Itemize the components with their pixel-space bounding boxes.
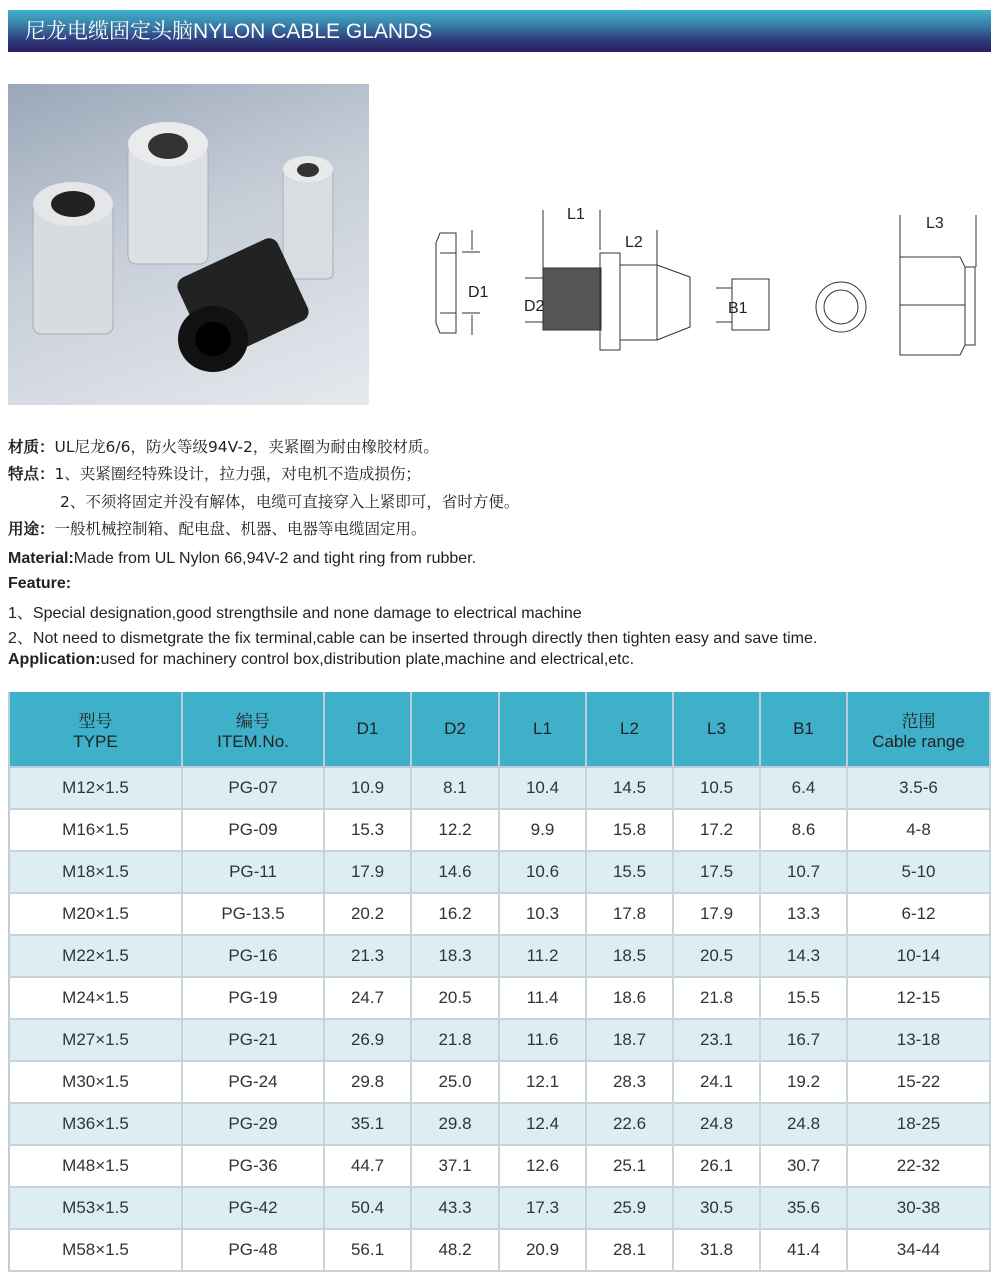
table-cell: 12.6: [499, 1145, 586, 1187]
table-cell: PG-21: [182, 1019, 324, 1061]
header-text: Cable range: [872, 731, 965, 751]
table-cell: 18-25: [847, 1103, 990, 1145]
table-cell: 25.0: [411, 1061, 499, 1103]
header-text: 型号: [78, 711, 113, 731]
table-cell: 3.5-6: [847, 767, 990, 809]
table-cell: 10.3: [499, 893, 586, 935]
cable-glands-image: [8, 84, 369, 405]
table-cell: 50.4: [324, 1187, 411, 1229]
header-text: 范围: [901, 711, 936, 731]
table-cell: 26.9: [324, 1019, 411, 1061]
table-cell: PG-11: [182, 851, 324, 893]
table-cell: M48×1.5: [9, 1145, 182, 1187]
table-cell: 14.3: [760, 935, 847, 977]
table-cell: 20.9: [499, 1229, 586, 1271]
table-cell: 21.3: [324, 935, 411, 977]
table-cell: M24×1.5: [9, 977, 182, 1019]
table-cell: PG-29: [182, 1103, 324, 1145]
header-text: TYPE: [73, 731, 118, 751]
header-text: D1: [356, 719, 379, 738]
cn-application: 用途：一般机械控制箱、配电盘、机器、电器等电缆固定用。: [8, 520, 427, 538]
table-cell: 20.5: [673, 935, 760, 977]
table-cell: 22.6: [586, 1103, 673, 1145]
table-cell: 18.5: [586, 935, 673, 977]
table-cell: M30×1.5: [9, 1061, 182, 1103]
column-header: [586, 692, 673, 767]
table-cell: 18.6: [586, 977, 673, 1019]
table-row: [9, 1145, 990, 1187]
cn-feature-2: 2、不须将固定并没有解体，电缆可直接穿入上紧即可，省时方便。: [60, 493, 520, 511]
table-cell: PG-48: [182, 1229, 324, 1271]
table-cell: M53×1.5: [9, 1187, 182, 1229]
table-cell: 10.7: [760, 851, 847, 893]
table-cell: 24.7: [324, 977, 411, 1019]
table-cell: 14.5: [586, 767, 673, 809]
table-cell: 35.6: [760, 1187, 847, 1229]
table-cell: 24.1: [673, 1061, 760, 1103]
label-l3: L3: [926, 215, 944, 232]
label-d1: D1: [468, 284, 489, 301]
table-cell: 12.4: [499, 1103, 586, 1145]
table-cell: 15.8: [586, 809, 673, 851]
table-cell: 56.1: [324, 1229, 411, 1271]
table-row: [9, 1019, 990, 1061]
table-cell: 5-10: [847, 851, 990, 893]
header-text: D2: [444, 719, 466, 738]
table-cell: 10.9: [324, 767, 411, 809]
table-cell: 6.4: [760, 767, 847, 809]
table-cell: 28.1: [586, 1229, 673, 1271]
table-cell: 15.5: [760, 977, 847, 1019]
table-cell: PG-36: [182, 1145, 324, 1187]
table-cell: PG-19: [182, 977, 324, 1019]
table-cell: 17.9: [673, 893, 760, 935]
column-header: [9, 692, 182, 767]
table-cell: 29.8: [411, 1103, 499, 1145]
header-text: L1: [533, 719, 552, 738]
table-row: [9, 893, 990, 935]
column-header: [760, 692, 847, 767]
table-row: [9, 767, 990, 809]
seal-ring-drawing: [816, 282, 866, 332]
table-cell: 30.7: [760, 1145, 847, 1187]
page-title-banner: [8, 10, 991, 52]
label-l1: L1: [567, 206, 585, 223]
table-cell: 12.1: [499, 1061, 586, 1103]
table-cell: 35.1: [324, 1103, 411, 1145]
table-cell: 17.2: [673, 809, 760, 851]
table-cell: 17.3: [499, 1187, 586, 1229]
table-cell: 15-22: [847, 1061, 990, 1103]
table-cell: 8.6: [760, 809, 847, 851]
header-text: B1: [793, 719, 814, 738]
table-cell: PG-24: [182, 1061, 324, 1103]
table-cell: 8.1: [411, 767, 499, 809]
table-cell: M16×1.5: [9, 809, 182, 851]
column-header: [324, 692, 411, 767]
table-cell: 16.7: [760, 1019, 847, 1061]
table-cell: 26.1: [673, 1145, 760, 1187]
table-cell: 44.7: [324, 1145, 411, 1187]
table-cell: PG-09: [182, 809, 324, 851]
table-cell: 29.8: [324, 1061, 411, 1103]
column-header: [673, 692, 760, 767]
table-cell: 15.3: [324, 809, 411, 851]
table-cell: 25.9: [586, 1187, 673, 1229]
header-text: L3: [707, 719, 726, 738]
table-cell: M18×1.5: [9, 851, 182, 893]
table-cell: PG-42: [182, 1187, 324, 1229]
table-cell: 4-8: [847, 809, 990, 851]
table-cell: 10.4: [499, 767, 586, 809]
table-cell: M58×1.5: [9, 1229, 182, 1271]
table-cell: 16.2: [411, 893, 499, 935]
table-cell: PG-16: [182, 935, 324, 977]
cn-material: 材质：UL尼龙6/6，防火等级94V-2，夹紧圈为耐由橡胶材质。: [8, 438, 439, 456]
column-header: [182, 692, 324, 767]
table-cell: 21.8: [411, 1019, 499, 1061]
table-cell: 34-44: [847, 1229, 990, 1271]
table-cell: 43.3: [411, 1187, 499, 1229]
table-row: [9, 809, 990, 851]
table-cell: 11.4: [499, 977, 586, 1019]
table-cell: 24.8: [673, 1103, 760, 1145]
table-cell: 20.2: [324, 893, 411, 935]
table-cell: 25.1: [586, 1145, 673, 1187]
table-cell: 20.5: [411, 977, 499, 1019]
table-cell: M20×1.5: [9, 893, 182, 935]
table-cell: 37.1: [411, 1145, 499, 1187]
table-row: [9, 977, 990, 1019]
header-text: 编号: [236, 711, 270, 731]
table-cell: 6-12: [847, 893, 990, 935]
table-cell: 11.2: [499, 935, 586, 977]
table-row: [9, 1103, 990, 1145]
label-d2: D2: [524, 298, 545, 315]
table-row: [9, 1187, 990, 1229]
table-cell: 28.3: [586, 1061, 673, 1103]
table-cell: 12-15: [847, 977, 990, 1019]
table-cell: 19.2: [760, 1061, 847, 1103]
label-b1: B1: [728, 300, 748, 317]
table-cell: 22-32: [847, 1145, 990, 1187]
table-cell: 21.8: [673, 977, 760, 1019]
table-cell: 9.9: [499, 809, 586, 851]
column-header: [411, 692, 499, 767]
header-text: L2: [620, 719, 639, 738]
table-cell: 13-18: [847, 1019, 990, 1061]
en-feature-label: Feature:: [8, 575, 72, 592]
table-cell: M36×1.5: [9, 1103, 182, 1145]
dimension-diagram: [420, 195, 980, 365]
table-cell: M27×1.5: [9, 1019, 182, 1061]
table-cell: 15.5: [586, 851, 673, 893]
table-cell: 41.4: [760, 1229, 847, 1271]
table-cell: 31.8: [673, 1229, 760, 1271]
table-cell: 10.5: [673, 767, 760, 809]
en-feature-2: 2、Not need to dismetgrate the fix terminal,cable can be inserted through directly then tighten easy and save time.: [8, 630, 818, 647]
cap-nut-drawing: [900, 215, 976, 355]
table-row: [9, 851, 990, 893]
table-row: [9, 1061, 990, 1103]
table-row: [9, 935, 990, 977]
table-cell: 17.9: [324, 851, 411, 893]
cn-feature-1: 特点：1、夹紧圈经特殊设计，拉力强，对电机不造成损伤；: [8, 465, 421, 483]
en-material: Material:Made from UL Nylon 66,94V-2 and tight ring from rubber.: [8, 550, 477, 567]
page-title: 尼龙电缆固定头脑NYLON CABLE GLANDS: [25, 20, 433, 43]
table-cell: M12×1.5: [9, 767, 182, 809]
en-application: Application:used for machinery control box,distribution plate,machine and electrical,etc.: [8, 651, 635, 668]
cap-nut-side-drawing: [436, 233, 456, 333]
specifications-table: [8, 692, 991, 1272]
body-drawing: [543, 253, 690, 350]
table-cell: 14.6: [411, 851, 499, 893]
table-cell: 48.2: [411, 1229, 499, 1271]
table-cell: 18.3: [411, 935, 499, 977]
table-cell: PG-13.5: [182, 893, 324, 935]
column-header: [847, 692, 990, 767]
table-cell: 10-14: [847, 935, 990, 977]
table-cell: 18.7: [586, 1019, 673, 1061]
column-header: [499, 692, 586, 767]
table-cell: 12.2: [411, 809, 499, 851]
table-cell: M22×1.5: [9, 935, 182, 977]
table-cell: 24.8: [760, 1103, 847, 1145]
table-cell: 11.6: [499, 1019, 586, 1061]
table-cell: PG-07: [182, 767, 324, 809]
table-cell: 17.5: [673, 851, 760, 893]
en-feature-1: 1、Special designation,good strengthsile and none damage to electrical machine: [8, 605, 582, 622]
table-cell: 17.8: [586, 893, 673, 935]
header-text: ITEM.No.: [217, 731, 289, 751]
table-cell: 30.5: [673, 1187, 760, 1229]
table-cell: 10.6: [499, 851, 586, 893]
label-l2: L2: [625, 234, 643, 251]
table-cell: 30-38: [847, 1187, 990, 1229]
table-cell: 13.3: [760, 893, 847, 935]
product-photo: [8, 84, 369, 405]
table-row: [9, 1229, 990, 1271]
table-cell: 23.1: [673, 1019, 760, 1061]
